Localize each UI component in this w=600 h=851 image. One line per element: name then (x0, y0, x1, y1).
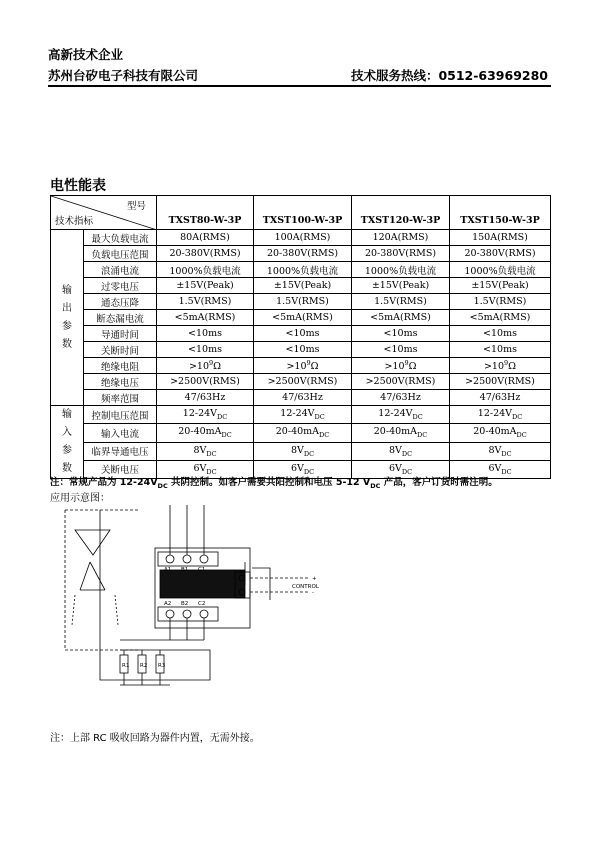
terminal-label: B2 (181, 601, 189, 607)
value-text: 12-24V (182, 408, 218, 420)
value-cell (254, 230, 352, 246)
output-rows (51, 230, 551, 406)
value-text: 6V (488, 462, 502, 474)
value-text: >2500V(RMS) (365, 376, 436, 387)
terminal-label: A2 (164, 601, 172, 607)
value-text: 47/63Hz (282, 392, 323, 403)
value-text: >2500V(RMS) (267, 376, 338, 387)
param-label: 过零电压 (84, 278, 157, 294)
value-cell (450, 278, 551, 294)
group-label: 输出参数 (51, 230, 84, 406)
value-cell (352, 406, 450, 424)
table-row (51, 278, 551, 294)
value-text: >10 (286, 361, 307, 373)
resistor-label: R2 (140, 663, 148, 669)
value-cell (352, 424, 450, 442)
value-text: 20-40mA (473, 426, 517, 438)
value-text: <10ms (483, 328, 517, 339)
rc-note: 注：上部 RC 吸收回路为器件内置，无需外接。 (50, 733, 260, 744)
value-sub: DC (303, 467, 315, 476)
value-text: ±15V(Peak) (471, 280, 529, 291)
value-text: >10 (483, 361, 505, 373)
param-label: 频率范围 (84, 390, 157, 406)
param-label: 负载电压范围 (84, 246, 157, 262)
value-cell (352, 230, 450, 246)
param-label: 通态压降 (84, 294, 157, 310)
control-plus: + (312, 576, 317, 582)
value-cell (450, 246, 551, 262)
value-text: 1000%负载电流 (266, 265, 339, 277)
corner-model-label: 型号 (126, 201, 146, 212)
value-sup: 9 (306, 358, 311, 367)
value-sub: DC (401, 449, 413, 458)
value-text: 12-24V (378, 408, 413, 420)
value-cell (157, 310, 254, 326)
table-row (51, 294, 551, 310)
table-row (51, 442, 551, 460)
value-sub: DC (206, 449, 217, 458)
model-header: TXST120-W-3P (352, 196, 450, 230)
value-unit: Ω (213, 361, 222, 373)
value-text: 100A(RMS) (274, 232, 331, 243)
company-name: 苏州台矽电子科技有限公司 (48, 68, 199, 83)
header-rule (48, 85, 551, 87)
table-row (51, 326, 551, 342)
value-cell (254, 278, 352, 294)
value-sub: DC (217, 413, 228, 422)
value-cell (157, 246, 254, 262)
header-line1: 高新技术企业 (48, 47, 124, 62)
value-text: 1000%负载电流 (169, 265, 241, 277)
value-cell (157, 326, 254, 342)
corner-index-label: 技术指标 (55, 216, 94, 227)
value-sub: DC (501, 449, 512, 458)
value-cell (157, 294, 254, 310)
value-cell (157, 230, 254, 246)
value-text: >2500V(RMS) (465, 376, 535, 387)
value-text: 20-40mA (373, 426, 418, 438)
value-sup: 9 (209, 358, 214, 367)
control-minus: - (312, 590, 314, 596)
value-cell (450, 424, 551, 442)
value-unit: Ω (508, 361, 517, 373)
value-text: 20-40mA (275, 426, 320, 438)
value-cell (352, 390, 450, 406)
note-sub: DC (370, 481, 381, 490)
value-cell (157, 406, 254, 424)
value-sub: DC (501, 467, 512, 476)
value-cell (450, 310, 551, 326)
value-text: 1.5V(RMS) (178, 296, 232, 307)
value-text: ±15V(Peak) (273, 280, 332, 291)
value-cell (157, 424, 254, 442)
value-text: 47/63Hz (184, 392, 226, 403)
value-text: <10ms (383, 344, 418, 355)
value-text: 20-380V(RMS) (464, 248, 536, 259)
table-row (51, 424, 551, 442)
value-text: 47/63Hz (479, 392, 521, 403)
terminal-label: A1 (164, 567, 172, 573)
value-text: 1.5V(RMS) (473, 296, 527, 307)
value-cell (254, 358, 352, 374)
value-text: 1.5V(RMS) (374, 296, 427, 307)
value-sub: DC (206, 467, 217, 476)
value-sub: DC (401, 467, 413, 476)
model-header: TXST100-W-3P (254, 196, 352, 230)
value-text: <10ms (188, 344, 222, 355)
note-text: 注：常规产品为 12-24V (50, 477, 158, 488)
value-cell (254, 262, 352, 278)
model-header: TXST80-W-3P (157, 196, 254, 230)
value-text: <10ms (188, 328, 222, 339)
value-text: 120A(RMS) (372, 232, 429, 243)
table-row (51, 230, 551, 246)
value-text: 6V (193, 462, 207, 474)
value-cell (450, 358, 551, 374)
param-label: 关断电压 (84, 460, 157, 478)
value-text: 1.5V(RMS) (276, 296, 329, 307)
value-text: <10ms (383, 328, 418, 339)
param-label: 绝缘电阻 (84, 358, 157, 374)
table-row (51, 390, 551, 406)
value-sub: DC (512, 413, 523, 422)
resistor-label: R3 (158, 663, 166, 669)
terminal-label: C1 (198, 567, 206, 573)
value-text: <5mA(RMS) (174, 312, 236, 323)
param-label: 导通时间 (84, 326, 157, 342)
value-text: >2500V(RMS) (170, 376, 240, 387)
table-header-row (51, 196, 551, 230)
value-cell (157, 374, 254, 390)
value-cell (450, 326, 551, 342)
value-cell (254, 406, 352, 424)
value-text: <5mA(RMS) (370, 312, 431, 323)
value-cell (450, 390, 551, 406)
section-title: 电性能表 (50, 178, 106, 194)
value-text: 8V (488, 444, 502, 456)
value-cell (254, 390, 352, 406)
value-text: 1000%负载电流 (364, 265, 437, 277)
diagram-label: 应用示意图： (50, 493, 110, 504)
value-cell (254, 342, 352, 358)
param-label: 关断时间 (84, 342, 157, 358)
resistor-label: R1 (122, 663, 130, 669)
spec-table (50, 195, 551, 479)
value-text: >10 (188, 361, 210, 373)
param-label: 浪涌电流 (84, 262, 157, 278)
value-text: >10 (384, 361, 405, 373)
value-text: 12-24V (477, 408, 513, 420)
value-sub: DC (314, 413, 325, 422)
table-row (51, 342, 551, 358)
value-cell (352, 326, 450, 342)
note-text: 产品，客户订货时需注明。 (380, 477, 498, 488)
control-label: CONTROL (292, 584, 319, 590)
value-text: 6V (388, 462, 402, 474)
value-text: 1000%负载电流 (464, 265, 536, 277)
value-cell (352, 310, 450, 326)
value-cell (254, 294, 352, 310)
value-text: <10ms (483, 344, 517, 355)
value-cell (450, 230, 551, 246)
value-cell (450, 262, 551, 278)
hotline: 技术服务热线：0512-63969280 (350, 68, 548, 83)
param-label: 临界导通电压 (84, 442, 157, 460)
value-unit: Ω (310, 361, 319, 373)
value-text: 80A(RMS) (180, 232, 230, 243)
value-cell (157, 358, 254, 374)
value-cell (157, 278, 254, 294)
value-cell (254, 310, 352, 326)
value-text: 20-380V(RMS) (364, 248, 437, 259)
value-text: 150A(RMS) (472, 232, 528, 243)
table-row (51, 310, 551, 326)
corner-cell (51, 196, 157, 230)
value-cell (450, 294, 551, 310)
param-label: 最大负载电流 (84, 230, 157, 246)
table-row (51, 406, 551, 424)
value-sub: DC (516, 431, 527, 440)
value-cell (254, 374, 352, 390)
terminal-label: B1 (181, 567, 189, 573)
value-text: 47/63Hz (380, 392, 421, 403)
value-cell (352, 442, 450, 460)
value-cell (157, 342, 254, 358)
value-sub: DC (303, 449, 315, 458)
value-cell (352, 374, 450, 390)
value-unit: Ω (408, 361, 417, 373)
value-sup: 9 (504, 358, 509, 367)
param-label: 控制电压范围 (84, 406, 157, 424)
model-header: TXST150-W-3P (450, 196, 551, 230)
group-label: 输入参数 (51, 406, 84, 479)
note-text: 共阴控制。如客户需要共阳控制和电压 5-12 V (167, 477, 371, 488)
value-cell (352, 262, 450, 278)
value-text: 6V (290, 462, 304, 474)
table-row (51, 246, 551, 262)
value-text: 8V (193, 444, 207, 456)
value-text: 8V (388, 444, 402, 456)
value-cell (254, 246, 352, 262)
input-rows (51, 406, 551, 479)
value-sup: 9 (404, 358, 409, 367)
value-cell (450, 442, 551, 460)
application-diagram (60, 500, 350, 710)
value-cell (352, 278, 450, 294)
value-cell (450, 342, 551, 358)
value-cell (157, 390, 254, 406)
value-cell (352, 342, 450, 358)
value-cell (254, 326, 352, 342)
value-sub: DC (412, 413, 423, 422)
value-text: 20-380V(RMS) (266, 248, 339, 259)
terminal-label: C2 (198, 601, 206, 607)
value-cell (352, 294, 450, 310)
value-text: <10ms (285, 344, 320, 355)
table-row (51, 374, 551, 390)
value-cell (254, 442, 352, 460)
value-text: 20-380V(RMS) (169, 248, 241, 259)
value-sub: DC (319, 431, 330, 440)
value-text: 12-24V (280, 408, 315, 420)
value-cell (157, 262, 254, 278)
value-text: <5mA(RMS) (469, 312, 531, 323)
value-text: 20-40mA (178, 426, 222, 438)
value-cell (352, 246, 450, 262)
param-label: 绝缘电压 (84, 374, 157, 390)
param-label: 断态漏电流 (84, 310, 157, 326)
param-label: 输入电流 (84, 424, 157, 442)
value-cell (254, 424, 352, 442)
table-row (51, 262, 551, 278)
table-row (51, 358, 551, 374)
value-text: <5mA(RMS) (272, 312, 333, 323)
value-cell (450, 374, 551, 390)
value-text: <10ms (285, 328, 320, 339)
note-sub: DC (157, 481, 168, 490)
value-text: ±15V(Peak) (371, 280, 430, 291)
value-sub: DC (221, 431, 232, 440)
value-text: 8V (290, 444, 304, 456)
value-cell (450, 406, 551, 424)
value-text: ±15V(Peak) (176, 280, 234, 291)
value-cell (157, 442, 254, 460)
product-note (50, 474, 498, 490)
value-cell (352, 358, 450, 374)
value-sub: DC (417, 431, 428, 440)
